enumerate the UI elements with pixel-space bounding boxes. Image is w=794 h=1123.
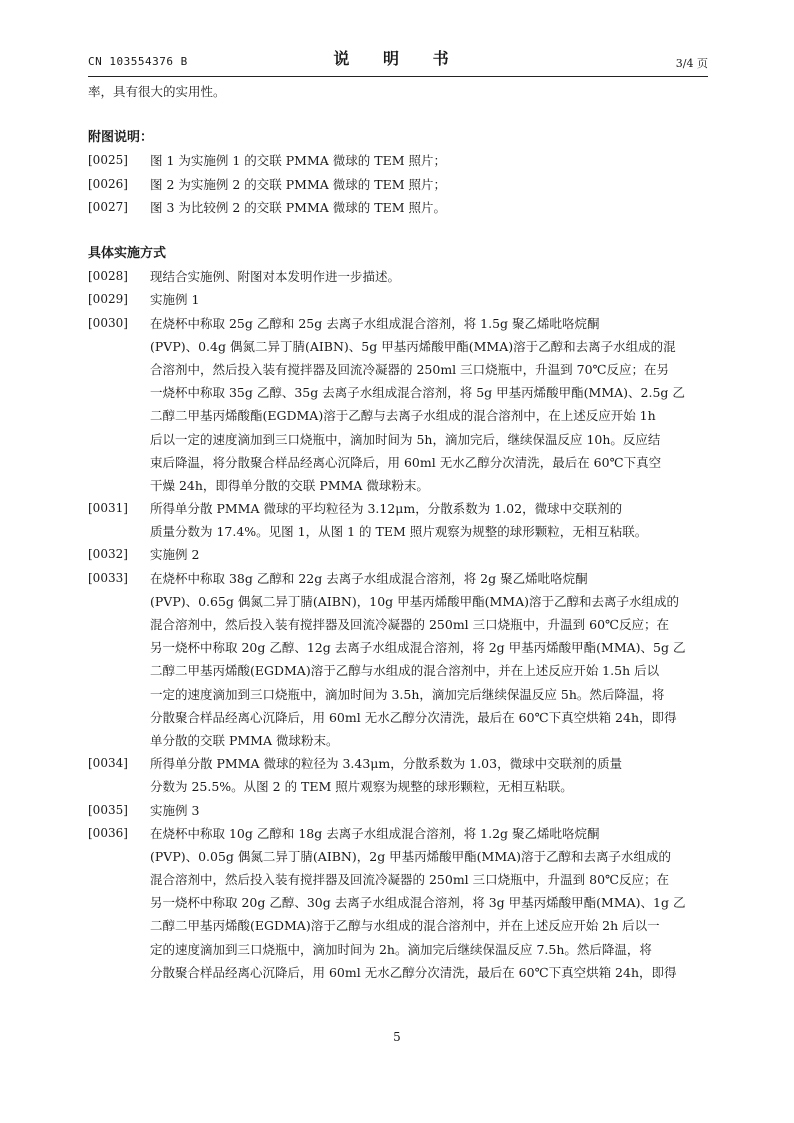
page-indicator: 3/4 页 xyxy=(675,57,708,70)
paragraph-text xyxy=(150,822,708,984)
paragraph-text xyxy=(150,497,708,543)
text-line: 定的速度滴加到三口烧瓶中，滴加时间为 2h。滴加完后继续保温反应 7.5h。然后降温，将 xyxy=(150,941,652,957)
paragraph-text xyxy=(150,149,708,172)
text-line: 二醇二甲基丙烯酸酯(EGDMA)溶于乙醇与去离子水组成的混合溶剂中，在上述反应开始 1h xyxy=(150,408,656,424)
text-line: 干燥 24h，即得单分散的交联 PMMA 微球粉末。 xyxy=(150,477,429,493)
paragraph-number: [0026] xyxy=(88,176,128,191)
paragraph-text xyxy=(150,312,708,498)
page-header xyxy=(88,44,708,77)
text-line: 混合溶剂中，然后投入装有搅拌器及回流冷凝器的 250ml 三口烧瓶中，升温到 60℃反应；在 xyxy=(150,617,670,633)
paragraph-text xyxy=(150,799,708,822)
text-line: 图 3 为比较例 2 的交联 PMMA 微球的 TEM 照片。 xyxy=(150,199,446,215)
paragraph-number: [0036] xyxy=(88,825,128,840)
paragraph-text xyxy=(150,543,708,566)
text-line: 所得单分散 PMMA 微球的平均粒径为 3.12μm，分散系数为 1.02，微球中交联剂的 xyxy=(150,501,623,517)
text-line: 束后降温，将分散聚合样品经离心沉降后，用 60ml 无水乙醇分次清洗，最后在 60℃下真空 xyxy=(150,454,662,470)
text-line: 分散聚合样品经离心沉降后，用 60ml 无水乙醇分次清洗，最后在 60℃下真空烘箱 24h，即得 xyxy=(150,709,677,725)
embodiment-heading: 具体实施方式 xyxy=(88,245,167,261)
paragraph xyxy=(88,567,708,753)
spacer xyxy=(88,219,708,242)
paragraph xyxy=(88,173,708,196)
paragraph xyxy=(88,288,708,311)
text-line: 所得单分散 PMMA 微球的粒径为 3.43μm，分散系数为 1.03，微球中交联剂的质量 xyxy=(150,756,623,772)
paragraph-text xyxy=(150,265,708,288)
text-line: 一烧杯中称取 35g 乙醇、35g 去离子水组成混合溶剂，将 5g 甲基丙烯酸甲酯(MMA)、2.5g 乙 xyxy=(150,385,685,401)
paragraph-number: [0035] xyxy=(88,802,128,817)
paragraph-text xyxy=(150,567,708,753)
text-line: 在烧杯中称取 38g 乙醇和 22g 去离子水组成混合溶剂，将 2g 聚乙烯吡咯烷酮 xyxy=(150,570,588,586)
text-line: 分散聚合样品经离心沉降后，用 60ml 无水乙醇分次清洗，最后在 60℃下真空烘箱 24h，即得 xyxy=(150,964,677,980)
text-line: 实施例 2 xyxy=(150,547,200,563)
paragraph-number: [0031] xyxy=(88,501,128,516)
text-line: (PVP)、0.4g 偶氮二异丁腈(AIBN)、5g 甲基丙烯酸甲酯(MMA)溶于乙醇和去离子水组成的混 xyxy=(150,338,676,354)
paragraph xyxy=(88,799,708,822)
patent-number: CN 103554376 B xyxy=(88,55,188,68)
paragraph-number: [0030] xyxy=(88,315,128,330)
paragraph-text xyxy=(150,288,708,311)
paragraph-text xyxy=(150,173,708,196)
spacer xyxy=(88,103,708,126)
paragraph-number: [0032] xyxy=(88,547,128,562)
text-line: 在烧杯中称取 25g 乙醇和 25g 去离子水组成混合溶剂，将 1.5g 聚乙烯吡咯烷酮 xyxy=(150,315,600,331)
paragraph xyxy=(88,752,708,798)
paragraph xyxy=(88,312,708,498)
text-line: 二醇二甲基丙烯酸(EGDMA)溶于乙醇与水组成的混合溶剂中，并在上述反应开始 2h 后以一 xyxy=(150,918,660,934)
text-line: 单分散的交联 PMMA 微球粉末。 xyxy=(150,732,339,748)
paragraph-number: [0029] xyxy=(88,292,128,307)
text-line: 现结合实施例、附图对本发明作进一步描述。 xyxy=(150,269,401,285)
paragraph-number: [0033] xyxy=(88,570,128,585)
paragraph xyxy=(88,822,708,984)
text-line: 实施例 3 xyxy=(150,802,200,818)
document-body xyxy=(88,80,708,984)
text-line: (PVP)、0.65g 偶氮二异丁腈(AIBN)，10g 甲基丙烯酸甲酯(MMA)溶于乙醇和去离子水组成的 xyxy=(150,593,680,609)
paragraph-number: [0027] xyxy=(88,199,128,214)
text-line: 二醇二甲基丙烯酸(EGDMA)溶于乙醇与水组成的混合溶剂中，并在上述反应开始 1.5h 后以 xyxy=(150,663,660,679)
text-line: 后以一定的速度滴加到三口烧瓶中，滴加时间为 5h，滴加完后，继续保温反应 10h。反应结 xyxy=(150,431,661,447)
text-line: 在烧杯中称取 10g 乙醇和 18g 去离子水组成混合溶剂，将 1.2g 聚乙烯吡咯烷酮 xyxy=(150,825,600,841)
paragraph-text xyxy=(150,196,708,219)
paragraph xyxy=(88,196,708,219)
paragraph-number: [0034] xyxy=(88,756,128,771)
text-line: 另一烧杯中称取 20g 乙醇、30g 去离子水组成混合溶剂，将 3g 甲基丙烯酸甲酯(MMA)、1g 乙 xyxy=(150,895,686,911)
text-line: 混合溶剂中，然后投入装有搅拌器及回流冷凝器的 250ml 三口烧瓶中，升温到 80℃反应；在 xyxy=(150,872,670,888)
figure-paragraph-list xyxy=(88,149,708,219)
page-number: 5 xyxy=(393,1030,401,1044)
text-line: 质量分数为 17.4%。见图 1，从图 1 的 TEM 照片观察为规整的球形颗粒，无相互粘联。 xyxy=(150,524,648,540)
text-line: (PVP)、0.05g 偶氮二异丁腈(AIBN)，2g 甲基丙烯酸甲酯(MMA)溶于乙醇和去离子水组成的 xyxy=(150,848,672,864)
paragraph-number: [0028] xyxy=(88,269,128,284)
paragraph-list xyxy=(88,265,708,984)
figure-heading: 附图说明： xyxy=(88,130,154,146)
text-line: 图 2 为实施例 2 的交联 PMMA 微球的 TEM 照片； xyxy=(150,176,446,192)
text-line: 合溶剂中，然后投入装有搅拌器及回流冷凝器的 250ml 三口烧瓶中，升温到 70℃反应；在另 xyxy=(150,361,670,377)
paragraph xyxy=(88,497,708,543)
document-title: 说 明 书 xyxy=(333,49,463,68)
paragraph xyxy=(88,265,708,288)
intro-line: 率，具有很大的实用性。 xyxy=(88,84,226,99)
text-line: 图 1 为实施例 1 的交联 PMMA 微球的 TEM 照片； xyxy=(150,153,446,169)
paragraph-number: [0025] xyxy=(88,153,128,168)
paragraph xyxy=(88,543,708,566)
paragraph xyxy=(88,149,708,172)
paragraph-text xyxy=(150,752,708,798)
text-line: 一定的速度滴加到三口烧瓶中，滴加时间为 3.5h，滴加完后继续保温反应 5h。然后降温，将 xyxy=(150,686,665,702)
text-line: 分数为 25.5%。从图 2 的 TEM 照片观察为规整的球形颗粒，无相互粘联。 xyxy=(150,779,573,795)
text-line: 实施例 1 xyxy=(150,292,200,308)
text-line: 另一烧杯中称取 20g 乙醇、12g 去离子水组成混合溶剂，将 2g 甲基丙烯酸甲酯(MMA)、5g 乙 xyxy=(150,640,686,656)
